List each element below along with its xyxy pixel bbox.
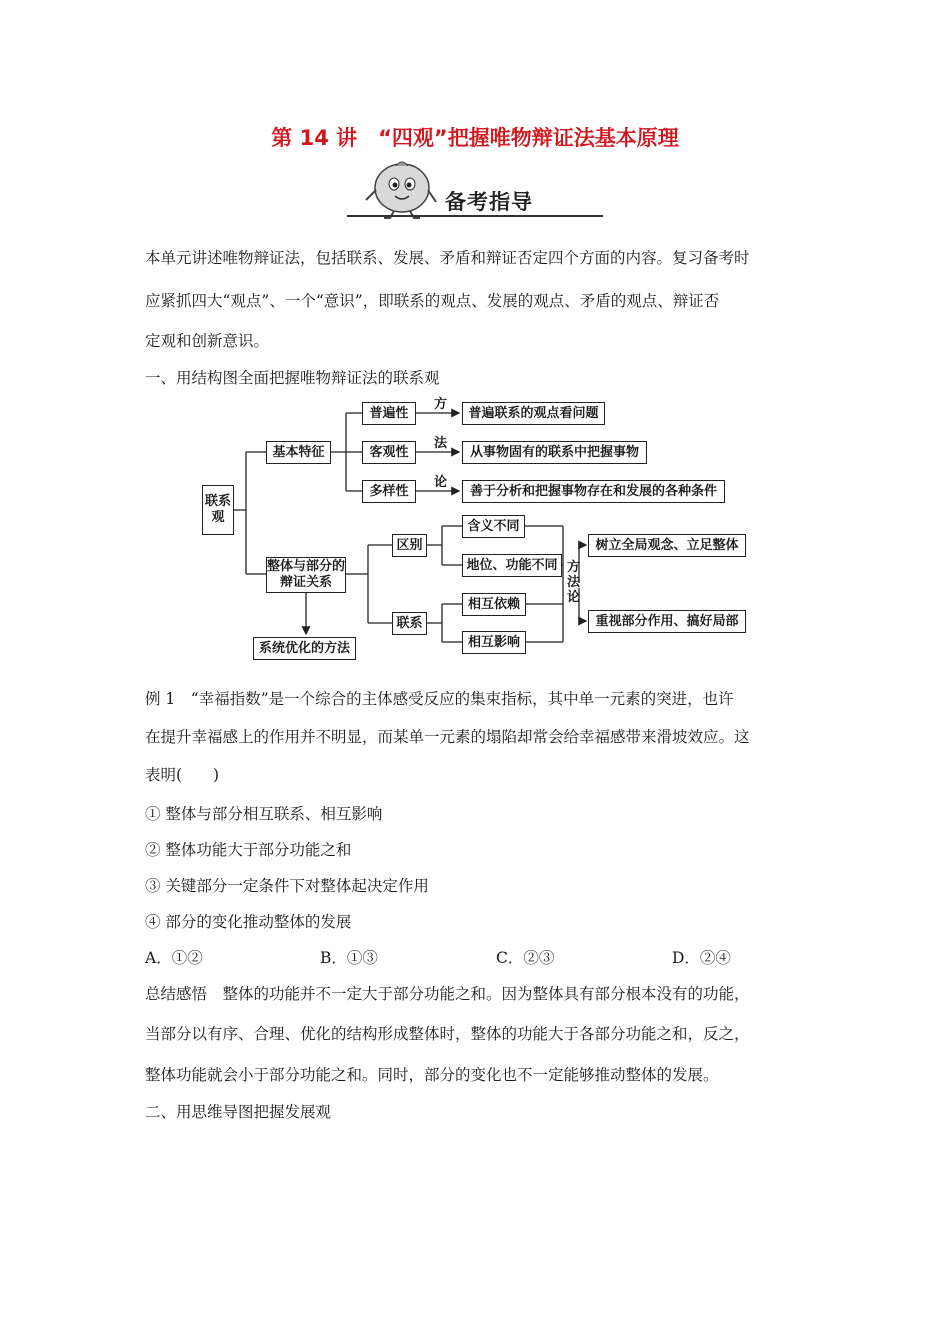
connection-structure-diagram <box>196 395 761 665</box>
trait-node: 多样性 <box>362 480 416 503</box>
connection-item-node: 相互依赖 <box>462 593 526 616</box>
method-char: 方 <box>434 397 448 412</box>
option-b: B．①③ <box>320 949 378 967</box>
banner-heading: 备考指导 <box>445 190 533 214</box>
difference-item-node: 地位、功能不同 <box>462 554 562 577</box>
page-title: 第 14 讲 “四观”把握唯物辩证法基本原理 <box>271 126 679 150</box>
example-line: 表明( ) <box>145 766 220 784</box>
trait-node: 普遍性 <box>362 402 416 425</box>
method-char: 论 <box>434 475 448 490</box>
whole-part-node: 整体与部分的辩证关系 <box>266 557 346 593</box>
section-heading: 一、用结构图全面把握唯物辩证法的联系观 <box>145 369 440 387</box>
example-line: 在提升幸福感上的作用并不明显，而某单一元素的塌陷却常会给幸福感带来滑坡效应。这 <box>145 728 750 746</box>
statement: ③ 关键部分一定条件下对整体起决定作用 <box>145 877 429 895</box>
method-node: 善于分析和把握事物存在和发展的各种条件 <box>462 480 725 503</box>
method-char: 法 <box>434 436 448 451</box>
statement: ① 整体与部分相互联系、相互影响 <box>145 805 383 823</box>
option-c: C．②③ <box>496 949 555 967</box>
method-node: 普遍联系的观点看问题 <box>462 402 605 425</box>
example-line: 例 1 “幸福指数”是一个综合的主体感受反应的集束指标，其中单一元素的突进，也许 <box>145 690 734 708</box>
system-optimization-node: 系统优化的方法 <box>253 637 356 660</box>
basic-features-node: 基本特征 <box>266 441 331 464</box>
method-node: 从事物固有的联系中把握事物 <box>462 441 647 464</box>
result-node: 树立全局观念、立足整体 <box>588 534 746 557</box>
connection-node: 联系 <box>392 612 427 635</box>
option-a: A．①② <box>145 949 203 967</box>
methodology-label: 方法论 <box>567 560 581 605</box>
intro-line: 本单元讲述唯物辩证法，包括联系、发展、矛盾和辩证否定四个方面的内容。复习备考时 <box>145 249 750 267</box>
statement: ④ 部分的变化推动整体的发展 <box>145 913 352 931</box>
mascot-icon <box>362 160 442 222</box>
connection-item-node: 相互影响 <box>462 631 526 654</box>
summary-line: 总结感悟 整体的功能并不一定大于部分功能之和。因为整体具有部分根本没有的功能， <box>145 985 750 1003</box>
summary-line: 整体功能就会小于部分功能之和。同时，部分的变化也不一定能够推动整体的发展。 <box>145 1066 719 1084</box>
difference-node: 区别 <box>392 534 427 557</box>
statement: ② 整体功能大于部分功能之和 <box>145 841 352 859</box>
option-d: D．②④ <box>672 949 731 967</box>
section-heading: 二、用思维导图把握发展观 <box>145 1103 332 1121</box>
summary-line: 当部分以有序、合理、优化的结构形成整体时，整体的功能大于各部分功能之和，反之， <box>145 1025 750 1043</box>
root-node: 联系观 <box>202 485 234 535</box>
difference-item-node: 含义不同 <box>462 515 525 538</box>
intro-line: 应紧抓四大“观点”、一个“意识”，即联系的观点、发展的观点、矛盾的观点、辩证否 <box>145 292 720 310</box>
trait-node: 客观性 <box>362 441 416 464</box>
intro-line: 定观和创新意识。 <box>145 332 270 350</box>
result-node: 重视部分作用、搞好局部 <box>588 610 746 633</box>
banner-divider <box>347 215 603 217</box>
